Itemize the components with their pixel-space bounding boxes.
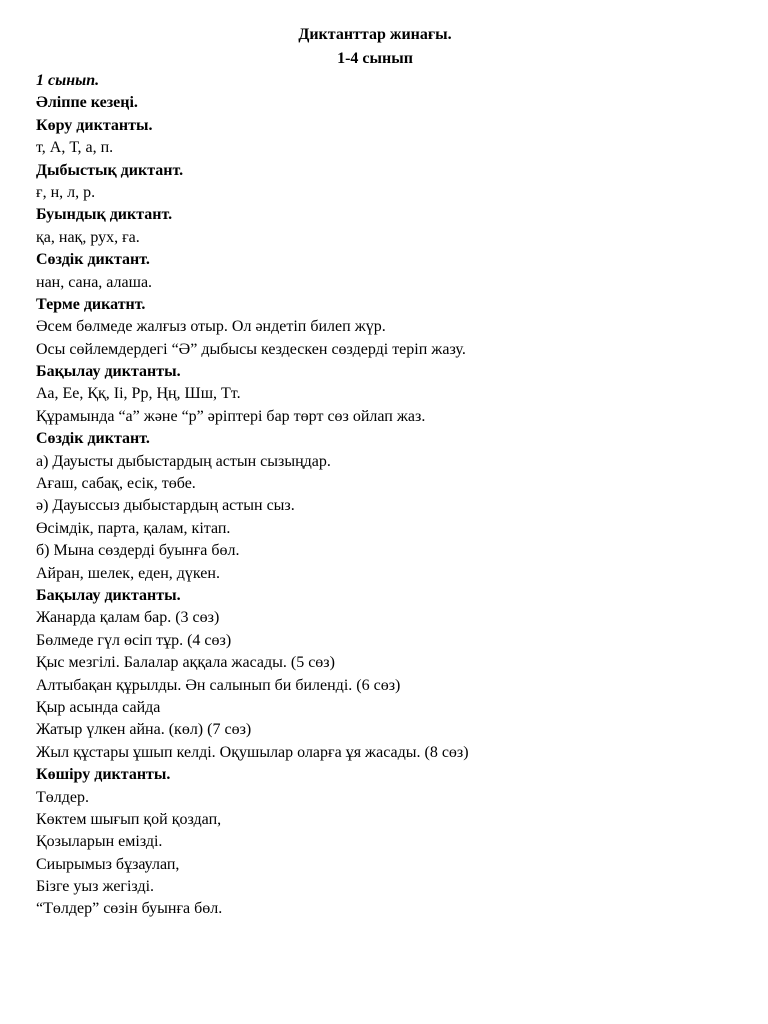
section-heading: Сөздік диктант.: [36, 251, 150, 269]
section-heading: Терме дикатнт.: [36, 295, 146, 313]
document-body: [36, 70, 746, 921]
text-line: Алтыбақан құрылды. Ән салынып би биленді. (6 сөз): [36, 676, 401, 694]
text-line: Қыс мезгілі. Балалар аққала жасады. (5 сөз): [36, 654, 335, 672]
text-line: Жыл құстары ұшып келді. Оқушылар оларға ұя жасады. (8 сөз): [36, 743, 469, 761]
text-line: Қозыларын емізді.: [36, 833, 163, 851]
document-subtitle: 1-4 сынып: [337, 50, 413, 67]
text-line: Қыр асында сайда: [36, 698, 161, 716]
text-line: б) Мына сөздерді буынға бөл.: [36, 542, 240, 560]
text-line: Сиырымыз бұзаулап,: [36, 855, 180, 873]
text-line: Төлдер.: [36, 788, 89, 806]
text-line: ә) Дауыссыз дыбыстардың астын сыз.: [36, 497, 295, 515]
text-line: а) Дауысты дыбыстардың астын сызыңдар.: [36, 452, 331, 470]
text-line: нан, сана, алаша.: [36, 273, 153, 291]
text-line: Ағаш, сабақ, есік, төбе.: [36, 475, 196, 493]
section-heading: Бақылау диктанты.: [36, 363, 181, 381]
text-line: “Төлдер” сөзін буынға бөл.: [36, 900, 223, 918]
section-heading: Әліппе кезеңі.: [36, 94, 138, 112]
text-line: Көктем шығып қой қоздап,: [36, 810, 222, 828]
text-line: Бөлмеде гүл өсіп тұр. (4 сөз): [36, 631, 232, 649]
grade-heading: 1 сынып.: [36, 72, 100, 89]
section-heading: Бақылау диктанты.: [36, 586, 181, 604]
text-line: Жатыр үлкен айна. (көл) (7 сөз): [36, 721, 252, 739]
section-heading: Буындық диктант.: [36, 206, 173, 224]
document-title: Диктанттар жинағы.: [298, 26, 452, 43]
section-heading: Көру диктанты.: [36, 116, 153, 134]
text-line: Осы сөйлемдердегі “Ә” дыбысы кездескен сөздерді теріп жазу.: [36, 340, 466, 358]
text-line: ғ, н, л, р.: [36, 183, 96, 201]
text-line: Бізге уыз жегізді.: [36, 878, 155, 896]
text-line: Құрамында “а” және “р” әріптері бар төрт сөз ойлап жаз.: [36, 407, 426, 425]
text-line: Жанарда қалам бар. (3 сөз): [36, 609, 220, 627]
section-heading: Дыбыстық диктант.: [36, 161, 184, 179]
section-heading: Көшіру диктанты.: [36, 766, 171, 784]
section-heading: Сөздік диктант.: [36, 430, 150, 448]
text-line: Әсем бөлмеде жалғыз отыр. Ол әндетіп билеп жүр.: [36, 318, 386, 336]
text-line: Айран, шелек, еден, дүкен.: [36, 564, 220, 582]
text-line: Өсімдік, парта, қалам, кітап.: [36, 519, 231, 537]
text-line: Аа, Ее, Ққ, Іі, Рр, Ңң, Шш, Тт.: [36, 385, 241, 403]
text-line: қа, нақ, рух, ға.: [36, 228, 140, 246]
text-line: т, А, Т, а, п.: [36, 139, 114, 157]
